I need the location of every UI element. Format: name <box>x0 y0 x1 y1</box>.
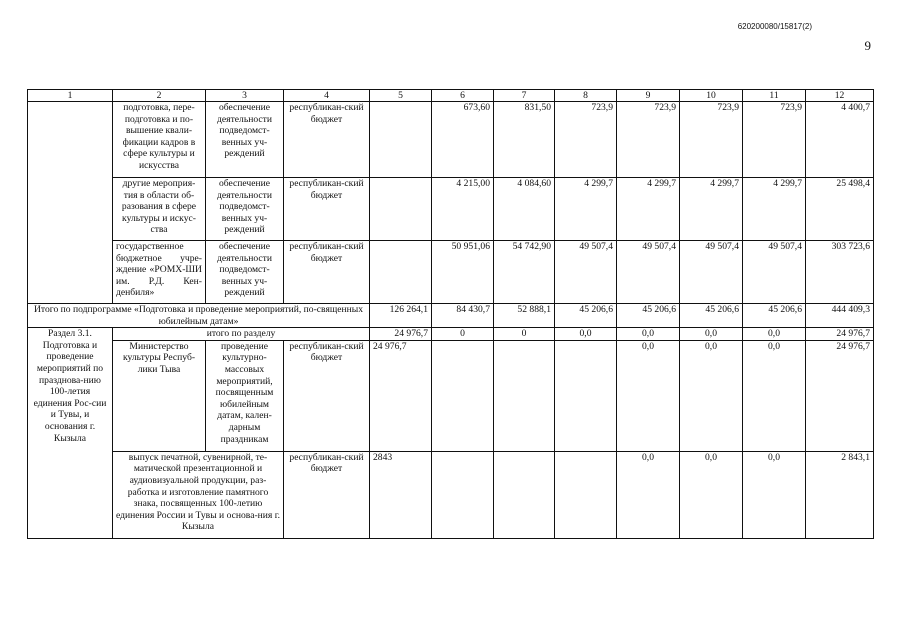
purpose-cell: обеспечение деятельности подведомст-венных уч-реждений <box>206 241 284 304</box>
column-header: 8 <box>555 90 617 102</box>
column-header: 5 <box>370 90 432 102</box>
source-cell: республикан-ский бюджет <box>284 451 370 538</box>
value-cell: 673,60 <box>432 102 494 178</box>
value-cell <box>370 102 432 178</box>
column-header: 11 <box>743 90 806 102</box>
value-cell: 4 215,00 <box>432 178 494 241</box>
value-cell: 0,0 <box>617 340 680 451</box>
value-cell: 831,50 <box>494 102 555 178</box>
subtotal-row <box>28 304 874 328</box>
section-title: Раздел 3.1. Подготовка и проведение мероприятий по празднова-нию 100-летия единения Рос-сии и Тувы, и основания г. Кызыла <box>28 328 113 539</box>
value-cell: 25 498,4 <box>806 178 874 241</box>
blank-cell <box>28 102 113 304</box>
activity-cell: другие мероприя-тия в области об-разования в сфере культуры и искус-ства <box>113 178 206 241</box>
header-row <box>28 90 874 102</box>
value-cell: 4 299,7 <box>680 178 743 241</box>
activity-cell: государственное бюджетное учре-ждение «РОМХ-ШИ им. Р.Д. Кен-денбиля» <box>113 241 206 304</box>
ministry-cell: Министерство культуры Респуб-лики Тыва <box>113 340 206 451</box>
table-row <box>28 178 874 241</box>
value-cell: 45 206,6 <box>617 304 680 328</box>
source-cell: республикан-ский бюджет <box>284 178 370 241</box>
value-cell: 45 206,6 <box>555 304 617 328</box>
value-cell <box>494 451 555 538</box>
value-cell: 0,0 <box>743 451 806 538</box>
value-cell <box>555 340 617 451</box>
value-cell: 50 951,06 <box>432 241 494 304</box>
subtotal-label: Итого по подпрограмме «Подготовка и проведение мероприятий, по-священных юбилейным датам» <box>28 304 370 328</box>
column-header: 12 <box>806 90 874 102</box>
budget-table <box>27 89 874 539</box>
value-cell: 24 976,7 <box>806 340 874 451</box>
column-header: 4 <box>284 90 370 102</box>
value-cell <box>370 178 432 241</box>
value-cell: 0 <box>494 328 555 341</box>
value-cell <box>432 340 494 451</box>
value-cell: 54 742,90 <box>494 241 555 304</box>
column-header: 6 <box>432 90 494 102</box>
value-cell: 2843 <box>370 451 432 538</box>
value-cell: 723,9 <box>555 102 617 178</box>
column-header: 2 <box>113 90 206 102</box>
value-cell: 0,0 <box>743 328 806 341</box>
value-cell: 49 507,4 <box>743 241 806 304</box>
column-header: 7 <box>494 90 555 102</box>
value-cell: 49 507,4 <box>555 241 617 304</box>
value-cell <box>432 451 494 538</box>
value-cell: 723,9 <box>680 102 743 178</box>
table-row <box>28 340 874 451</box>
value-cell: 723,9 <box>617 102 680 178</box>
value-cell: 49 507,4 <box>680 241 743 304</box>
value-cell: 84 430,7 <box>432 304 494 328</box>
value-cell <box>555 451 617 538</box>
column-header: 10 <box>680 90 743 102</box>
value-cell: 49 507,4 <box>617 241 680 304</box>
value-cell: 0,0 <box>617 328 680 341</box>
value-cell: 0,0 <box>743 340 806 451</box>
value-cell: 0,0 <box>680 328 743 341</box>
value-cell: 0,0 <box>555 328 617 341</box>
table-row <box>28 451 874 538</box>
table-row <box>28 102 874 178</box>
activity-cell: подготовка, пере-подготовка и по-вышение квали-фикации кадров в сфере культуры и искусства <box>113 102 206 178</box>
value-cell: 24 976,7 <box>370 340 432 451</box>
column-header: 3 <box>206 90 284 102</box>
document-id: 620200080/15817(2) <box>737 22 812 31</box>
value-cell: 0 <box>432 328 494 341</box>
column-header: 1 <box>28 90 113 102</box>
value-cell: 4 299,7 <box>617 178 680 241</box>
value-cell: 4 084,60 <box>494 178 555 241</box>
purpose-cell: обеспечение деятельности подведомст-венных уч-реждений <box>206 178 284 241</box>
table-row <box>28 241 874 304</box>
value-cell: 4 299,7 <box>555 178 617 241</box>
value-cell: 4 299,7 <box>743 178 806 241</box>
value-cell: 52 888,1 <box>494 304 555 328</box>
source-cell: республикан-ский бюджет <box>284 102 370 178</box>
value-cell: 24 976,7 <box>370 328 432 341</box>
value-cell: 303 723,6 <box>806 241 874 304</box>
value-cell: 2 843,1 <box>806 451 874 538</box>
column-header: 9 <box>617 90 680 102</box>
value-cell: 4 400,7 <box>806 102 874 178</box>
value-cell <box>370 241 432 304</box>
section-total-label: итого по разделу <box>113 328 370 341</box>
value-cell: 444 409,3 <box>806 304 874 328</box>
value-cell: 24 976,7 <box>806 328 874 341</box>
source-cell: республикан-ский бюджет <box>284 241 370 304</box>
purpose-cell: обеспечение деятельности подведомст-венных уч-реждений <box>206 102 284 178</box>
value-cell: 45 206,6 <box>680 304 743 328</box>
value-cell: 0,0 <box>617 451 680 538</box>
value-cell: 126 264,1 <box>370 304 432 328</box>
source-cell: республикан-ский бюджет <box>284 340 370 451</box>
value-cell: 723,9 <box>743 102 806 178</box>
value-cell: 0,0 <box>680 451 743 538</box>
value-cell: 45 206,6 <box>743 304 806 328</box>
value-cell: 0,0 <box>680 340 743 451</box>
purpose-cell: проведение культурно-массовых мероприятий, посвященным юбилейным датам, кален-дарным праздникам <box>206 340 284 451</box>
section-total-row <box>28 328 874 341</box>
activity-cell: выпуск печатной, сувенирной, те-матической презентационной и аудиовизуальной продукции, раз-работка и изготовление памятного знака, посвященных 100-летию единения России и Тувы и основа-ния г. Кызыла <box>113 451 284 538</box>
value-cell <box>494 340 555 451</box>
page-number: 9 <box>864 38 871 53</box>
